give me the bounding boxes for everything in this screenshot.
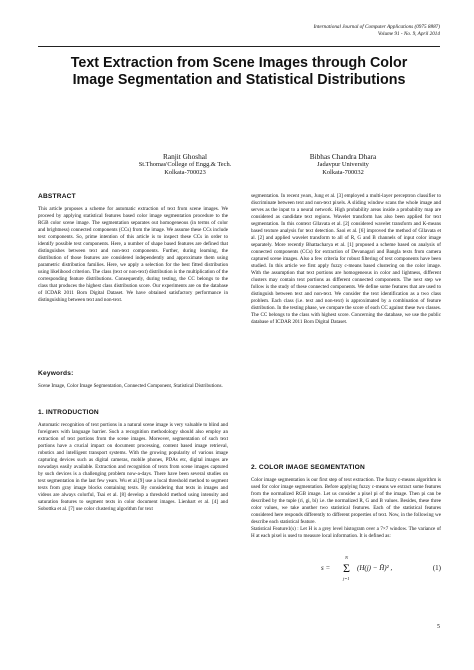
intro-continued-text: segmentation. In recent years, Jung et al. [3] employed a multi-layer perceptron classifier to discriminate between text and non-text pixels. A sliding window scans the whole image and serves as the input to a neural network. High probability areas inside a probability map are considered as candidate text regions. Wavelet transform has also been applied for text segmentation. In this context Gllavata et al. [2] considered wavelet transform and K-means based texture analysis for text detection. Saoi et al. [6] improved the method of Gllavata et al. [2] and applied wavelet transform to all of R, G and B channels of input color image separately. More recently Bhattacharya et al. [1] proposed a scheme based on analysis of connected components (CCs) for extraction of Devanagari and Bangla texts from camera captured scene images. Also a few criteria for robust filtering of text components have been studied. In this article we first apply fuzzy c-means based clustering on the color image. With the assumption that text portions are homogeneous in color and lightness, different clusters may contain text portions as different connected components. The next step we follow is the study of these connected components. We define some features that are used to distinguish between text and non-text. We consider the text identification as a two class problem. Each class (i.e. text and non-text) is approximated by a combination of feature distribution. In the testing phase, we compare the score of each CC against these two classes. The CC belongs to the class with highest score. Concerning the database, we use the public database of ICDAR 2011 Born Digital Dataset. xyxy=(251,193,441,325)
journal-name: International Journal of Computer Applications (0975 8887) xyxy=(313,24,440,30)
keywords-heading: Keywords: xyxy=(38,370,74,377)
segmentation-section xyxy=(251,464,441,540)
equation-sum-symbol: Σ xyxy=(343,561,350,575)
author-2 xyxy=(268,153,418,178)
author-city: Kolkata-700032 xyxy=(322,169,364,177)
journal-volume: Volume 91 - No. 9, April 2014 xyxy=(377,30,440,37)
journal-header xyxy=(314,24,440,37)
keywords-text: Scene Image, Color Image Segmentation, Connected Component, Statistical Distributions. xyxy=(38,383,223,389)
header-rule xyxy=(38,46,440,47)
title-line-2: Image Segmentation and Statistical Distributions xyxy=(72,71,406,88)
segmentation-text: Color image segmentation is our first step of text extraction. The fuzzy c-means algorithm is used for color image segmentation. Before applying fuzzy c-means we extract some features from the normalized RGB image. Let us consider a pixel pi of the image. Then pi can be described by the tuple (ri, gi, bi) i.e. the normalized R, G and B values. Besides, these three color values, we take another two statistical features. Each of the statistical features considered here responds differently to different properties of text. Now, in the following we describe each statistical feature. xyxy=(251,477,441,525)
segmentation-heading: 2. COLOR IMAGE SEGMENTATION xyxy=(251,464,365,471)
abstract-heading: ABSTRACT xyxy=(38,193,76,200)
equation-sum-upper: N xyxy=(345,555,349,560)
author-1 xyxy=(110,153,260,178)
introduction-text: Automatic recognition of text portions in a natural scene image is very valuable to blind and foreigners with language barrier. Such a recognition methodology should also employ an extraction of text portions from the scene images. Moreover, segmentation of such text portions have a crucial impact on document processing, content based image retrieval, robotics and intelligent transport systems. With the growing popularity of various image capturing devices such as digital cameras, mobile phones, PDAs etc, digital images are nowadays easily available. Extraction and recognition of texts from scene images captured by such devices is a challenging problem now-a-days. There have been several studies on text segmentation in the last few years. Wu et al.[9] use a local threshold method to segment texts from gray image blocks containing texts. By considering that texts in images and videos are always colorful, Tsai et al. [8] develop a threshold method using intensity and saturation features to segment texts in color document images. Lienhart et al. [4] and Sobottka et al. [7] use color clustering algorithm for text xyxy=(38,422,228,512)
equation-1 xyxy=(251,555,441,600)
author-city: Kolkata-700023 xyxy=(164,169,206,177)
abstract-section xyxy=(38,193,228,304)
abstract-text: This article proposes a scheme for automatic extraction of text from scene images. We proceed by applying statistical features based color image segmentation procedure to the RGB color scene image. The segmentation separates out homogeneous (in terms of color and brightness) connected components (CCs) from the image. We assume these CCs include text components. So, prime intention of this article is to inspect these CCs in order to identify possible text components. Here, a number of shape based features are defined that distinguishes between text and non-text components. Further, during learning, the distribution of those features are considered independently and approximate them using parametric distribution families. Here, we apply a selection for the best fitted distribution using likelihood criterion. The class (text or non-text) distribution is the multiplication of the corresponding feature distributions. Consequently, during testing, the CC belongs to the class that produces the highest class distribution score. Our experiments are on the database of ICDAR 2011 Born Digital Dataset. We have obtained satisfactory performance in distinguishing between text and non-text. xyxy=(38,206,228,303)
keywords-section xyxy=(38,370,228,390)
paper-title xyxy=(38,55,440,88)
feature1-text: Statistical Feature1(s) : Let H is a grey level histogram over a 7×7 window. The variance of H at each pixel is used to measure local information. It is defined as: xyxy=(251,526,441,539)
title-line-1: Text Extraction from Scene Images through Color xyxy=(70,55,408,71)
page-number: 5 xyxy=(437,624,440,630)
equation-sum-lower: j=1 xyxy=(343,576,350,581)
equation-body: (H(j) − H̄)² , xyxy=(357,564,393,572)
author-name: Ranjit Ghoshal xyxy=(163,152,207,161)
author-affiliation: Jadavpur University xyxy=(317,161,369,169)
author-name: Bibhas Chandra Dhara xyxy=(309,152,377,161)
equation-lhs: s = xyxy=(321,564,331,572)
right-column-text xyxy=(251,193,441,326)
introduction-section xyxy=(38,409,228,513)
introduction-heading: 1. INTRODUCTION xyxy=(38,409,99,416)
author-affiliation: St.Thomas'College of Engg.& Tech. xyxy=(138,161,232,169)
equation-number: (1) xyxy=(432,564,441,572)
